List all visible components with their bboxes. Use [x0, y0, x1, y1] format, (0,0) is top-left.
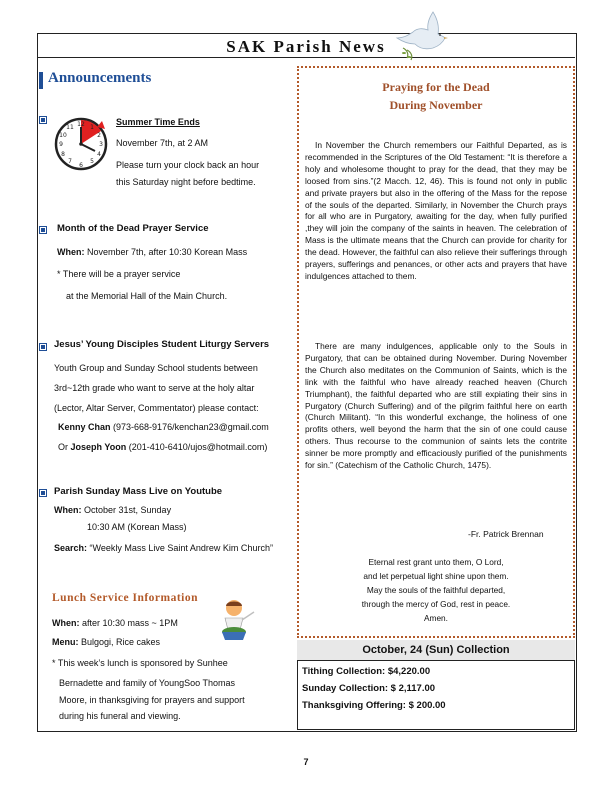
servers-title: Jesus’ Young Disciples Student Liturgy Servers [54, 339, 270, 350]
bullet-icon [39, 489, 47, 497]
contact2-name: Joseph Yoon [70, 442, 127, 452]
tithing-collection: Tithing Collection: $4,220.00 [302, 666, 431, 677]
svg-text:3: 3 [99, 141, 103, 148]
contact1-info: (973-668-9176/kenchan23@gmail.com [113, 422, 269, 432]
article-signature: -Fr. Patrick Brennan [468, 529, 544, 539]
page-number: 7 [303, 757, 309, 767]
dove-icon [393, 8, 448, 63]
lunch-sponsor-4: during his funeral and viewing. [59, 711, 181, 721]
summer-time-line2: this Saturday night before bedtime. [116, 177, 256, 187]
lunch-menu-label: Menu: [52, 637, 79, 647]
lunch-sponsor-2: Bernadette and family of YoungSoo Thomas [59, 678, 235, 688]
svg-text:8: 8 [61, 151, 65, 158]
prayer-when-label: When: [57, 247, 85, 257]
svg-text:9: 9 [59, 141, 63, 148]
youtube-search-label: Search: [54, 543, 88, 553]
bullet-icon [39, 226, 47, 234]
lunch-sponsor-1: * This week’s lunch is sponsored by Sunhee [52, 658, 228, 668]
svg-text:5: 5 [90, 158, 94, 165]
youtube-title: Parish Sunday Mass Live on Youtube [54, 486, 223, 497]
bullet-icon [39, 116, 47, 124]
svg-text:2: 2 [97, 132, 101, 139]
newsletter-title: SAK Parish News [226, 37, 386, 56]
youtube-when-value: October 31st, Sunday [84, 505, 172, 515]
lunch-sponsor-3: Moore, in thanksgiving for prayers and support [59, 695, 245, 705]
contact2-info: (201-410-6410/ujos@hotmail.com) [128, 442, 268, 452]
svg-text:10: 10 [59, 132, 67, 139]
servers-line1: Youth Group and Sunday School students between [54, 363, 258, 373]
chef-cooking-icon [210, 598, 258, 642]
summer-time-line1: Please turn your clock back an hour [116, 160, 260, 170]
article-title-line1: Praying for the Dead [382, 80, 490, 94]
thanksgiving-offering: Thanksgiving Offering: $ 200.00 [302, 700, 446, 711]
article-title-line2: During November [389, 98, 483, 112]
header-divider [37, 57, 575, 58]
svg-text:11: 11 [66, 124, 74, 131]
prayer-verse-line: through the mercy of God, rest in peace. [361, 599, 511, 609]
youtube-when-label: When: [54, 505, 82, 515]
lunch-menu-value: Bulgogi, Rice cakes [81, 637, 161, 647]
or-label: Or [58, 442, 68, 452]
sunday-collection: Sunday Collection: $ 2,117.00 [302, 683, 436, 694]
prayer-service-title: Month of the Dead Prayer Service [57, 223, 209, 234]
article-paragraph-2: There are many indulgences, applicable only to the Souls in Purgatory, that can be obtained during November. During November the Church also meditates on the Communion of Saints, which is the link with the faithful who have already reached heaven (Church Triumphant), the faithful departed who are still expiating their sins in Purgatory (Church Suffering) and of the pilgrim faithful here on earth (Church Militant). “In this wonderful exchange, the holiness of one profits others, well beyond the harm that the sin of one could cause others. Thus recourse to the communion of saints lets the contrite sinner be more promptly and efficaciously purified of the punishments for sin.” (Catechism of the Catholic Church, 1475). [305, 341, 567, 471]
svg-text:7: 7 [68, 158, 72, 165]
svg-text:12: 12 [77, 121, 85, 128]
prayer-note-1: * There will be a prayer service [57, 269, 181, 279]
summer-time-date: November 7th, at 2 AM [116, 138, 209, 148]
servers-line2: 3rd~12th grade who want to serve at the holy altar [54, 383, 255, 393]
prayer-when-value: November 7th, after 10:30 Korean Mass [87, 247, 248, 257]
prayer-verse-line: May the souls of the faithful departed, [366, 585, 506, 595]
youtube-time: 10:30 AM (Korean Mass) [87, 522, 187, 532]
prayer-verse-line: Eternal rest grant unto them, O Lord, [368, 557, 504, 567]
svg-text:1: 1 [90, 124, 94, 131]
youtube-search-value: “Weekly Mass Live Saint Andrew Kim Church” [89, 543, 273, 553]
lunch-heading: Lunch Service Information [52, 592, 199, 604]
announcements-accent-bar [39, 72, 43, 89]
clock-icon [52, 115, 110, 171]
lunch-when-value: after 10:30 mass ~ 1PM [82, 618, 178, 628]
svg-text:4: 4 [97, 151, 101, 158]
collection-heading: October, 24 (Sun) Collection [297, 640, 575, 661]
bullet-icon [39, 343, 47, 351]
summer-time-title: Summer Time Ends [116, 117, 200, 127]
servers-line3: (Lector, Altar Server, Commentator) please contact: [54, 403, 259, 413]
article-paragraph-1: In November the Church remembers our Faithful Departed, as is recommended in the Scriptures of the Old Testament: “It is therefore a holy and wholesome thought to pray for the dead, that they may be loosed from sins.”(2 Macch. 12, 46). This is found not only in public and private prayers but also in the offering of the Mass for the repose of the souls of the departed. Similarly, in November the Church prays for all who are in Purgatory, awaiting for the day, when fully purified ,they will join the company of the saints in heaven. The celebration of Mass is the ultimate means that the Church can provide for charity for the dead. However, the faithful can also relieve their sufferings through prayers, sufferings and penances, or other acts and prayers that have indulgences attached to them. [305, 140, 567, 281]
prayer-verse-line: and let perpetual light shine upon them. [363, 571, 509, 581]
lunch-when-label: When: [52, 618, 80, 628]
contact1-name: Kenny Chan [58, 422, 111, 432]
prayer-note-2: at the Memorial Hall of the Main Church. [66, 291, 228, 301]
announcements-heading: Announcements [48, 70, 152, 86]
svg-text:6: 6 [79, 162, 83, 169]
prayer-verse-line: Amen. [424, 613, 448, 623]
